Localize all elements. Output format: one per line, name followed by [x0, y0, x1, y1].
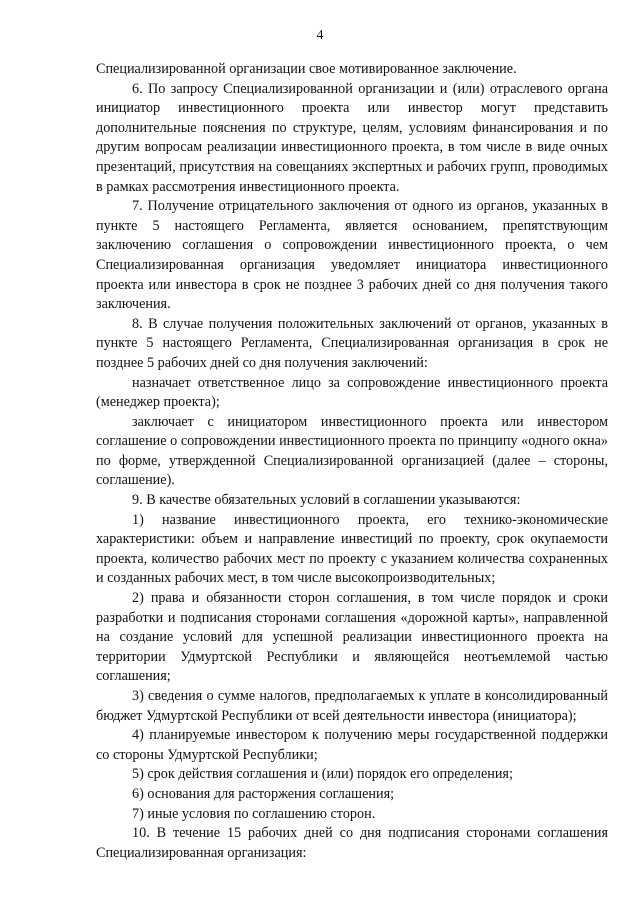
paragraph-10: 10. В течение 15 рабочих дней со дня подписания сторонами соглашения Специализированная организация: — [96, 825, 608, 861]
paragraph-9-item-6: 6) основания для расторжения соглашения; — [132, 785, 395, 802]
paragraph-6: 6. По запросу Специализированной организации и (или) отраслевого органа инициатор инвестиционного проекта или инвестор могут представить дополнительные пояснения по структуре, целям, условиям финансирования и по другим вопросам реализации инвестиционного проекта, в том числе в виде очных презентаций, присутствия на совещаниях экспертных и рабочих групп, проводимых в рамках рассмотрения инвестиционного проекта. — [96, 80, 608, 195]
paragraph-9-item-2: 2) права и обязанности сторон соглашения, в том числе порядок и сроки разработки и подписания сторонами соглашения «дорожной карты», направленной на создание условий для успешной реализации инвестиционного проекта на территории Удмуртской Республики и являющейся неотъемлемой частью соглашения; — [96, 590, 608, 685]
paragraph-9-item-7: 7) иные условия по соглашению сторон. — [132, 805, 376, 822]
paragraph-8-concludes: заключает с инициатором инвестиционного проекта или инвестором соглашение о сопровождении инвестиционного проекта по принципу «одного окна» по форме, утвержденной Специализированной организацией (далее – стороны, соглашение). — [96, 413, 608, 489]
paragraph-7: 7. Получение отрицательного заключения от одного из органов, указанных в пункте 5 настоящего Регламента, является основанием, препятствующим заключению соглашения о сопровождении инвестиционного проекта, о чем Специализированная организация уведомляет инициатора инвестиционного проекта или инвестора в срок не позднее 3 рабочих дней со дня получения такого заключения. — [96, 198, 608, 313]
paragraph-9-item-5: 5) срок действия соглашения и (или) порядок его определения; — [132, 766, 513, 783]
paragraph-8-appoints: назначает ответственное лицо за сопровождение инвестиционного проекта (менеджер проекта); — [96, 374, 608, 411]
paragraph-9-item-3: 3) сведения о сумме налогов, предполагаемых к уплате в консолидированный бюджет Удмуртской Республики от всей деятельности инвестора (инициатора); — [96, 688, 608, 724]
paragraph-continuation: Специализированной организации свое мотивированное заключение. — [96, 61, 517, 77]
page-number: 4 — [316, 28, 324, 43]
document-body — [96, 60, 608, 863]
paragraph-9: 9. В качестве обязательных условий в соглашении указываются: — [132, 492, 521, 509]
paragraph-8: 8. В случае получения положительных заключений от органов, указанных в пункте 5 настоящего Регламента, Специализированная организация в срок не позднее 5 рабочих дней со дня получения заключений: — [96, 315, 608, 371]
paragraph-9-item-1: 1) название инвестиционного проекта, его технико-экономические характеристики: объем и направление инвестиций по проекту, срок окупаемости проекта, количество рабочих мест по проекту с указанием количества сохраненных и созданных рабочих мест, в том числе высокопроизводительных; — [96, 511, 608, 587]
paragraph-9-item-4: 4) планируемые инвестором к получению меры государственной поддержки со стороны Удмуртской Республики; — [96, 727, 608, 763]
